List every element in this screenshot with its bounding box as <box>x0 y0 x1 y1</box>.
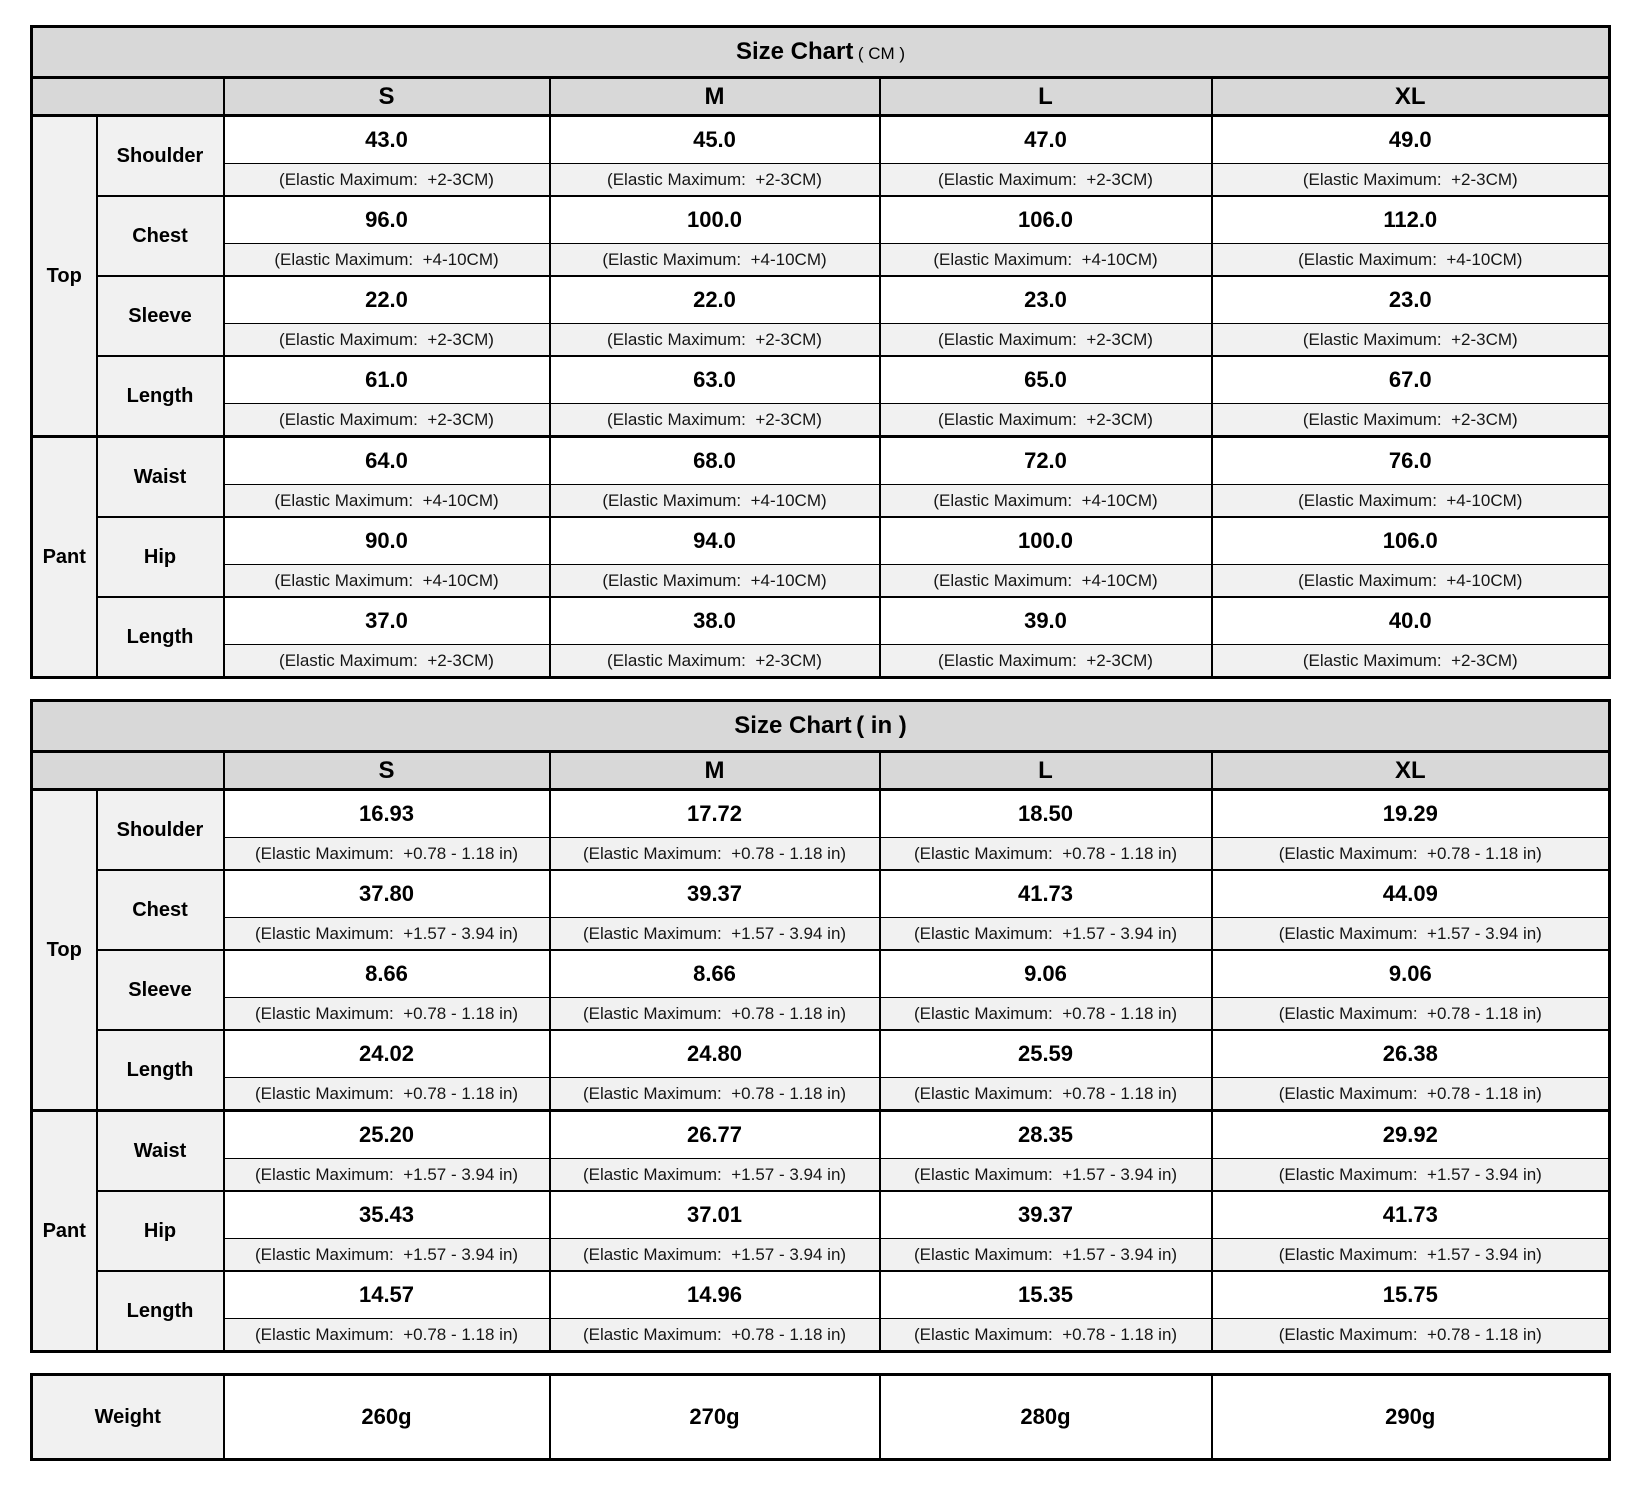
measurement-value: 72.0 <box>880 437 1212 485</box>
measurement-value: 49.0 <box>1212 116 1610 164</box>
elastic-note: (Elastic Maximum: +0.78 - 1.18 in) <box>550 838 880 871</box>
measurement-label: Shoulder <box>97 116 224 197</box>
measurement-value: 96.0 <box>224 196 550 244</box>
measurement-label: Sleeve <box>97 276 224 356</box>
measurement-value: 37.80 <box>224 870 550 918</box>
measurement-value: 8.66 <box>224 950 550 998</box>
elastic-note: (Elastic Maximum: +2-3CM) <box>224 164 550 197</box>
elastic-note: (Elastic Maximum: +0.78 - 1.18 in) <box>1212 1319 1610 1352</box>
size-chart-title-text: Size Chart <box>735 38 854 65</box>
elastic-note: (Elastic Maximum: +4-10CM) <box>1212 485 1610 518</box>
measurement-value: 29.92 <box>1212 1111 1610 1159</box>
size-column-header: L <box>880 78 1212 116</box>
measurement-value: 67.0 <box>1212 356 1610 404</box>
weight-value: 260g <box>224 1375 550 1460</box>
size-column-header: M <box>550 752 880 790</box>
elastic-note: (Elastic Maximum: +4-10CM) <box>550 485 880 518</box>
elastic-note: (Elastic Maximum: +4-10CM) <box>224 565 550 598</box>
measurement-value: 100.0 <box>550 196 880 244</box>
measurement-value: 65.0 <box>880 356 1212 404</box>
elastic-note: (Elastic Maximum: +0.78 - 1.18 in) <box>880 1078 1212 1111</box>
size-column-header: S <box>224 78 550 116</box>
measurement-value: 26.77 <box>550 1111 880 1159</box>
elastic-note: (Elastic Maximum: +0.78 - 1.18 in) <box>880 998 1212 1031</box>
elastic-note: (Elastic Maximum: +4-10CM) <box>550 565 880 598</box>
measurement-value: 37.0 <box>224 597 550 645</box>
size-chart-unit-label: ( CM ) <box>857 44 906 63</box>
measurement-label: Length <box>97 1030 224 1111</box>
measurement-label: Length <box>97 597 224 678</box>
measurement-value: 8.66 <box>550 950 880 998</box>
measurement-value: 39.37 <box>880 1191 1212 1239</box>
elastic-note: (Elastic Maximum: +0.78 - 1.18 in) <box>550 1319 880 1352</box>
measurement-value: 35.43 <box>224 1191 550 1239</box>
elastic-note: (Elastic Maximum: +1.57 - 3.94 in) <box>1212 918 1610 951</box>
group-label-pant: Pant <box>32 437 97 678</box>
elastic-note: (Elastic Maximum: +0.78 - 1.18 in) <box>224 998 550 1031</box>
elastic-note: (Elastic Maximum: +1.57 - 3.94 in) <box>550 1159 880 1192</box>
measurement-label: Waist <box>97 437 224 518</box>
size-column-header: XL <box>1212 752 1610 790</box>
measurement-value: 90.0 <box>224 517 550 565</box>
measurement-value: 9.06 <box>880 950 1212 998</box>
measurement-value: 112.0 <box>1212 196 1610 244</box>
size-chart-unit-label: ( in ) <box>856 712 907 739</box>
measurement-value: 63.0 <box>550 356 880 404</box>
measurement-value: 24.80 <box>550 1030 880 1078</box>
measurement-value: 41.73 <box>1212 1191 1610 1239</box>
measurement-value: 26.38 <box>1212 1030 1610 1078</box>
elastic-note: (Elastic Maximum: +0.78 - 1.18 in) <box>224 1319 550 1352</box>
elastic-note: (Elastic Maximum: +2-3CM) <box>880 164 1212 197</box>
measurement-value: 94.0 <box>550 517 880 565</box>
measurement-value: 15.75 <box>1212 1271 1610 1319</box>
measurement-value: 44.09 <box>1212 870 1610 918</box>
elastic-note: (Elastic Maximum: +1.57 - 3.94 in) <box>880 1159 1212 1192</box>
measurement-value: 40.0 <box>1212 597 1610 645</box>
elastic-note: (Elastic Maximum: +2-3CM) <box>224 645 550 678</box>
elastic-note: (Elastic Maximum: +0.78 - 1.18 in) <box>1212 1078 1610 1111</box>
elastic-note: (Elastic Maximum: +0.78 - 1.18 in) <box>1212 998 1610 1031</box>
measurement-value: 64.0 <box>224 437 550 485</box>
measurement-value: 9.06 <box>1212 950 1610 998</box>
measurement-label: Length <box>97 1271 224 1352</box>
size-chart-cm-table <box>30 25 1611 679</box>
size-chart-title-text: Size Chart <box>734 712 852 739</box>
elastic-note: (Elastic Maximum: +2-3CM) <box>1212 645 1610 678</box>
measurement-value: 23.0 <box>880 276 1212 324</box>
size-chart-title <box>32 701 1610 752</box>
measurement-value: 39.37 <box>550 870 880 918</box>
measurement-value: 17.72 <box>550 790 880 838</box>
elastic-note: (Elastic Maximum: +4-10CM) <box>880 565 1212 598</box>
elastic-note: (Elastic Maximum: +4-10CM) <box>224 485 550 518</box>
measurement-value: 37.01 <box>550 1191 880 1239</box>
elastic-note: (Elastic Maximum: +2-3CM) <box>880 324 1212 357</box>
size-chart-title <box>32 27 1610 78</box>
elastic-note: (Elastic Maximum: +0.78 - 1.18 in) <box>224 838 550 871</box>
measurement-value: 100.0 <box>880 517 1212 565</box>
elastic-note: (Elastic Maximum: +4-10CM) <box>224 244 550 277</box>
elastic-note: (Elastic Maximum: +0.78 - 1.18 in) <box>1212 838 1610 871</box>
measurement-value: 39.0 <box>880 597 1212 645</box>
elastic-note: (Elastic Maximum: +1.57 - 3.94 in) <box>224 1159 550 1192</box>
measurement-label: Hip <box>97 517 224 597</box>
measurement-value: 16.93 <box>224 790 550 838</box>
measurement-value: 28.35 <box>880 1111 1212 1159</box>
size-chart-in-table <box>30 699 1611 1353</box>
elastic-note: (Elastic Maximum: +2-3CM) <box>224 404 550 437</box>
elastic-note: (Elastic Maximum: +1.57 - 3.94 in) <box>1212 1159 1610 1192</box>
elastic-note: (Elastic Maximum: +2-3CM) <box>1212 164 1610 197</box>
weight-value: 280g <box>880 1375 1212 1460</box>
weight-value: 270g <box>550 1375 880 1460</box>
measurement-label: Chest <box>97 870 224 950</box>
elastic-note: (Elastic Maximum: +0.78 - 1.18 in) <box>880 838 1212 871</box>
measurement-value: 47.0 <box>880 116 1212 164</box>
header-corner-cell <box>32 78 224 116</box>
elastic-note: (Elastic Maximum: +0.78 - 1.18 in) <box>224 1078 550 1111</box>
elastic-note: (Elastic Maximum: +4-10CM) <box>880 485 1212 518</box>
weight-value: 290g <box>1212 1375 1610 1460</box>
weight-table <box>30 1373 1611 1461</box>
group-label-pant: Pant <box>32 1111 97 1352</box>
elastic-note: (Elastic Maximum: +2-3CM) <box>550 324 880 357</box>
measurement-label: Waist <box>97 1111 224 1192</box>
size-chart-tables <box>30 25 1608 1461</box>
elastic-note: (Elastic Maximum: +4-10CM) <box>1212 565 1610 598</box>
elastic-note: (Elastic Maximum: +4-10CM) <box>880 244 1212 277</box>
elastic-note: (Elastic Maximum: +1.57 - 3.94 in) <box>880 1239 1212 1272</box>
measurement-label: Length <box>97 356 224 437</box>
measurement-value: 24.02 <box>224 1030 550 1078</box>
size-column-header: L <box>880 752 1212 790</box>
measurement-label: Hip <box>97 1191 224 1271</box>
elastic-note: (Elastic Maximum: +0.78 - 1.18 in) <box>880 1319 1212 1352</box>
elastic-note: (Elastic Maximum: +2-3CM) <box>880 645 1212 678</box>
measurement-value: 22.0 <box>550 276 880 324</box>
elastic-note: (Elastic Maximum: +0.78 - 1.18 in) <box>550 1078 880 1111</box>
measurement-value: 68.0 <box>550 437 880 485</box>
elastic-note: (Elastic Maximum: +2-3CM) <box>550 164 880 197</box>
measurement-value: 22.0 <box>224 276 550 324</box>
size-column-header: S <box>224 752 550 790</box>
elastic-note: (Elastic Maximum: +2-3CM) <box>880 404 1212 437</box>
measurement-label: Sleeve <box>97 950 224 1030</box>
measurement-value: 45.0 <box>550 116 880 164</box>
measurement-value: 41.73 <box>880 870 1212 918</box>
measurement-value: 76.0 <box>1212 437 1610 485</box>
measurement-value: 38.0 <box>550 597 880 645</box>
group-label-top: Top <box>32 790 97 1111</box>
elastic-note: (Elastic Maximum: +2-3CM) <box>1212 404 1610 437</box>
elastic-note: (Elastic Maximum: +2-3CM) <box>550 404 880 437</box>
measurement-value: 15.35 <box>880 1271 1212 1319</box>
elastic-note: (Elastic Maximum: +0.78 - 1.18 in) <box>550 998 880 1031</box>
measurement-value: 106.0 <box>880 196 1212 244</box>
elastic-note: (Elastic Maximum: +1.57 - 3.94 in) <box>550 918 880 951</box>
measurement-value: 106.0 <box>1212 517 1610 565</box>
elastic-note: (Elastic Maximum: +1.57 - 3.94 in) <box>224 918 550 951</box>
elastic-note: (Elastic Maximum: +1.57 - 3.94 in) <box>880 918 1212 951</box>
measurement-value: 43.0 <box>224 116 550 164</box>
measurement-value: 23.0 <box>1212 276 1610 324</box>
weight-label: Weight <box>32 1375 224 1460</box>
measurement-value: 25.59 <box>880 1030 1212 1078</box>
measurement-label: Chest <box>97 196 224 276</box>
size-column-header: M <box>550 78 880 116</box>
measurement-value: 14.96 <box>550 1271 880 1319</box>
elastic-note: (Elastic Maximum: +2-3CM) <box>1212 324 1610 357</box>
header-corner-cell <box>32 752 224 790</box>
measurement-value: 61.0 <box>224 356 550 404</box>
size-column-header: XL <box>1212 78 1610 116</box>
measurement-value: 18.50 <box>880 790 1212 838</box>
measurement-value: 25.20 <box>224 1111 550 1159</box>
elastic-note: (Elastic Maximum: +1.57 - 3.94 in) <box>1212 1239 1610 1272</box>
measurement-label: Shoulder <box>97 790 224 871</box>
group-label-top: Top <box>32 116 97 437</box>
measurement-value: 14.57 <box>224 1271 550 1319</box>
measurement-value: 19.29 <box>1212 790 1610 838</box>
elastic-note: (Elastic Maximum: +1.57 - 3.94 in) <box>550 1239 880 1272</box>
elastic-note: (Elastic Maximum: +2-3CM) <box>224 324 550 357</box>
elastic-note: (Elastic Maximum: +4-10CM) <box>1212 244 1610 277</box>
elastic-note: (Elastic Maximum: +1.57 - 3.94 in) <box>224 1239 550 1272</box>
elastic-note: (Elastic Maximum: +4-10CM) <box>550 244 880 277</box>
elastic-note: (Elastic Maximum: +2-3CM) <box>550 645 880 678</box>
